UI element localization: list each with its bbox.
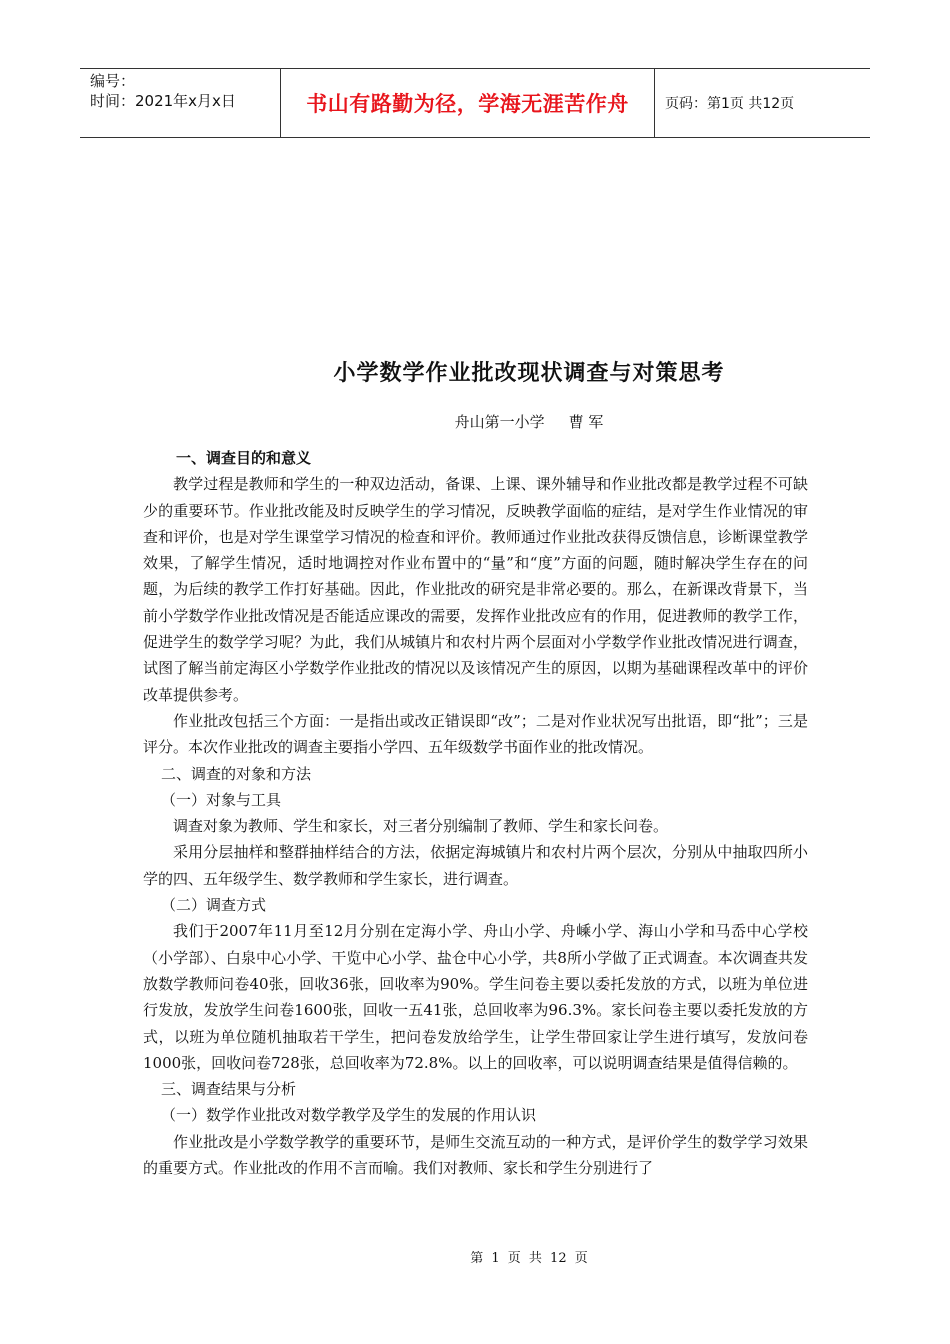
subsection-heading: （二）调查方式 (161, 896, 267, 915)
number-label: 编号： (90, 72, 136, 90)
paragraph: 教学过程是教师和学生的一种双边活动，备课、上课、课外辅导和作业批改都是教学过程不可缺少的重要环节。作业批改能及时反映学生的学习情况，反映教学面临的症结，是对学生作业情况的审查和评价，也是对学生课堂学习情况的检查和评价。教师通过作业批改获得反馈信息，诊断课堂教学效果，了解学生情况，适时地调控对作业布置中的“量”和“度”方面的问题，随时解决学生存在的问题，为后续的教学工作打好基础。因此，作业批改的研究是非常必要的。那么，在新课改背景下，当前小学数学作业批改情况是否能适应课改的需要，发挥作业批改应有的作用，促进教师的教学工作，促进学生的数学学习呢？为此，我们从城镇片和农村片两个层面对小学数学作业批改情况进行调查，试图了解当前定海区小学数学作业批改的情况以及该情况产生的原因，以期为基础课程改革中的评价改革提供参考。 (143, 475, 808, 704)
date-label: 时间：2021年x月x日 (90, 92, 236, 110)
header-page-info: 页码：第1页 共12页 (665, 96, 795, 112)
paragraph: 采用分层抽样和整群抽样结合的方法，依据定海城镇片和农村片两个层次，分别从中抽取四所小学的四、五年级学生、数学教师和学生家长，进行调查。 (143, 843, 808, 888)
author-line (0, 411, 950, 432)
document-body (143, 445, 808, 1181)
section-heading: 二、调查的对象和方法 (161, 764, 312, 783)
paragraph: 调查对象为教师、学生和家长，对三者分别编制了教师、学生和家长问卷。 (173, 817, 669, 836)
header-motto: 书山有路勤为径，学海无涯苦作舟 (281, 69, 655, 137)
document-title: 小学数学作业批改现状调查与对策思考 (333, 361, 725, 386)
paragraph: 我们于2007年11月至12月分别在定海小学、舟山小学、舟嵊小学、海山小学和马岙中心学校（小学部）、白泉中心小学、干览中心小学、盐仓中心小学，共8所小学做了正式调查。本次调查共发放数学教师问卷40张，回收36张，回收率为90%。学生问卷主要以委托发放的方式，以班为单位进行发放，发放学生问卷1600张，回收一五41张，总回收率为96.3%。家长问卷主要以委托发放的方式，以班为单位随机抽取若干学生，把问卷发放给学生，让学生带回家让学生进行填写，发放问卷1000张，回收问卷728张，总回收率为72.8%。以上的回收率，可以说明调查结果是值得信赖的。 (143, 922, 808, 1072)
section-heading: 一、调查目的和意义 (176, 449, 312, 467)
paragraph: 作业批改包括三个方面：一是指出或改正错误即“改”；二是对作业状况写出批语，即“批”；三是评分。本次作业批改的调查主要指小学四、五年级数学书面作业的批改情况。 (143, 711, 808, 757)
subsection-heading: （一）对象与工具 (161, 790, 282, 809)
school-name: 舟山第一小学 (454, 413, 545, 431)
author-name: 曹 军 (568, 413, 604, 431)
header-meta (80, 69, 281, 137)
section-heading: 三、调查结果与分析 (161, 1080, 297, 1099)
paragraph: 作业批改是小学数学教学的重要环节，是师生交流互动的一种方式，是评价学生的数学学习效果的重要方式。作业批改的作用不言而喻。我们对教师、家长和学生分别进行了 (143, 1132, 808, 1178)
page-footer: 第 1 页 共 12 页 (470, 1251, 588, 1266)
page-header (80, 68, 870, 138)
subsection-heading: （一）数学作业批改对数学教学及学生的发展的作用认识 (161, 1106, 537, 1125)
